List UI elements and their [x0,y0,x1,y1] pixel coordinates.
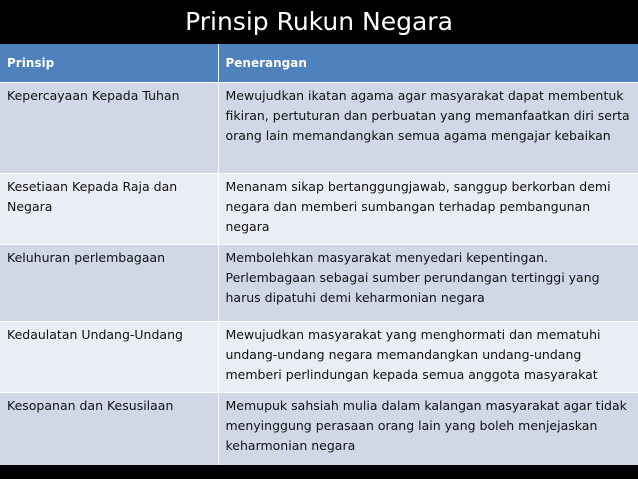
table-row [0,322,638,393]
prinsip-cell: Kepercayaan Kepada Tuhan [0,83,218,174]
column-header-prinsip: Prinsip [0,44,218,83]
penerangan-cell: Mewujudkan ikatan agama agar masyarakat dapat membentuk fikiran, pertuturan dan perbuatan yang memanfaatkan diri serta orang lain memandangkan semua agama mengajar kebaikan [218,83,638,174]
table-row [0,174,638,245]
penerangan-cell: Menanam sikap bertanggungjawab, sanggup berkorban demi negara dan memberi sumbangan terhadap pembangunan negara [218,174,638,245]
table-row [0,393,638,466]
penerangan-cell: Mewujudkan masyarakat yang menghormati dan mematuhi undang-undang negara memandangkan undang-undang memberi perlindungan kepada semua anggota masyarakat [218,322,638,393]
table-header-row [0,44,638,83]
principles-table [0,44,638,465]
penerangan-cell: Memupuk sahsiah mulia dalam kalangan masyarakat agar tidak menyinggung perasaan orang lain yang boleh menjejaskan keharmonian negara [218,393,638,466]
prinsip-cell: Kesopanan dan Kesusilaan [0,393,218,466]
page-title: Prinsip Rukun Negara [185,7,453,36]
prinsip-cell: Kedaulatan Undang-Undang [0,322,218,393]
table-row [0,83,638,174]
penerangan-cell: Membolehkan masyarakat menyedari kepentingan. Perlembagaan sebagai sumber perundangan tertinggi yang harus dipatuhi demi keharmonian negara [218,245,638,322]
table-row [0,245,638,322]
prinsip-cell: Kesetiaan Kepada Raja dan Negara [0,174,218,245]
prinsip-cell: Keluhuran perlembagaan [0,245,218,322]
column-header-penerangan: Penerangan [218,44,638,83]
